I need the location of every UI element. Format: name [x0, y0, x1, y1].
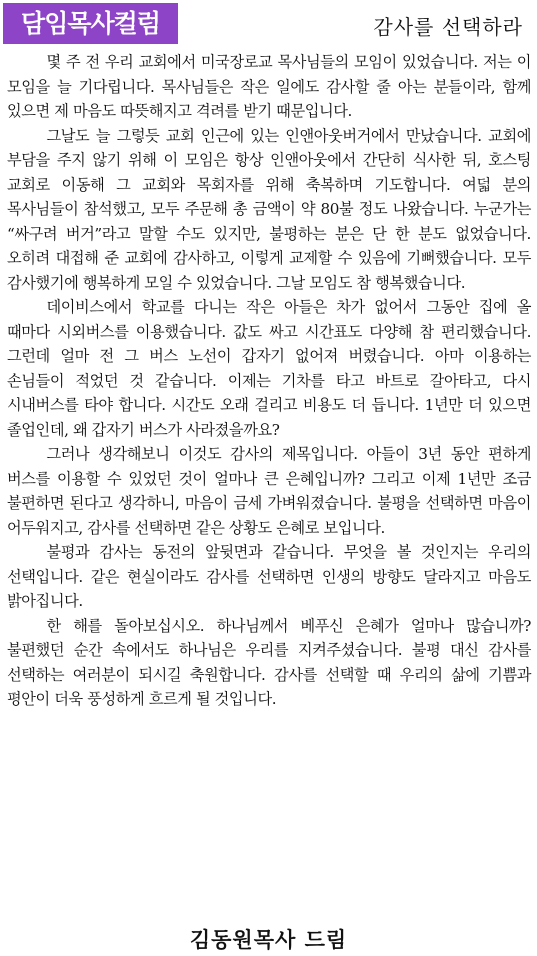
paragraph: 데이비스에서 학교를 다니는 작은 아들은 차가 없어서 그동안 집에 올 때마다 시외버스를 이용했습니다. 값도 싸고 시간표도 다양해 참 편리했습니다. 그런데 얼마 전 그 버스 노선이 갑자기 없어져 버렸습니다. 아마 이용하는 손님들이 적었던 것 같습니다. 이제는 기차를 타고 바트로 갈아타고, 다시 시내버스를 타야 합니다. 시간도 오래 걸리고 비용도 더 듭니다. 1년만 더 있으면 졸업인데, 왜 갑자기 버스가 사라졌을까요?	[7, 298, 531, 439]
paragraph: 그러나 생각해보니 이것도 감사의 제목입니다. 아들이 3년 동안 편하게 버스를 이용할 수 있었던 것이 얼마나 큰 은혜입니까? 그리고 이제 1년만 조금 불편하면 된다고 생각하니, 마음이 금세 가벼워졌습니다. 불평을 선택하면 마음이 어두워지고, 감사를 선택하면 같은 상황도 은혜로 보입니다.	[7, 445, 531, 537]
paragraph: 몇 주 전 우리 교회에서 미국장로교 목사님들의 모임이 있었습니다. 저는 이 모임을 늘 기다립니다. 목사님들은 작은 일에도 감사할 줄 아는 분들이라, 함께 있으면 제 마음도 따뜻해지고 격려를 받기 때문입니다.	[7, 53, 531, 120]
article-title: 감사를 선택하라	[373, 15, 523, 39]
column-label-badge: 담임목사컬럼	[3, 3, 178, 44]
paragraph: 그날도 늘 그렇듯 교회 인근에 있는 인앤아웃버거에서 만났습니다. 교회에 부담을 주지 않기 위해 이 모임은 항상 인앤아웃에서 간단히 식사한 뒤, 호스팅 교회로 이동해 그 교회와 목회자를 위해 축복하며 기도합니다. 여덟 분의 목사님들이 참석했고, 모두 주문해 총 금액이 약 80불 정도 나왔습니다. 누군가는 “싸구려 버거”라고 말할 수도 있지만, 불평하는 분은 단 한 분도 없었습니다. 오히려 대접해 준 교회에 감사하고, 이렇게 교제할 수 있음에 기뻐했습니다. 모두 감사했기에 행복하게 모일 수 있었습니다. 그날 모임도 참 행복했습니다.	[7, 126, 531, 292]
article-body	[7, 50, 531, 712]
paragraph: 불평과 감사는 동전의 앞뒷면과 같습니다. 무엇을 볼 것인지는 우리의 선택입니다. 같은 현실이라도 감사를 선택하면 인생의 방향도 달라지고 마음도 밝아집니다.	[7, 543, 531, 610]
paragraph: 한 해를 돌아보십시오. 하나님께서 베푸신 은혜가 얼마나 많습니까? 불편했던 순간 속에서도 하나님은 우리를 지켜주셨습니다. 불평 대신 감사를 선택하는 여러분이 되시길 축원합니다. 감사를 선택할 때 우리의 삶에 기쁨과 평안이 더욱 풍성하게 흐르게 될 것입니다.	[7, 616, 531, 708]
signature: 김동원목사 드림	[189, 927, 348, 952]
